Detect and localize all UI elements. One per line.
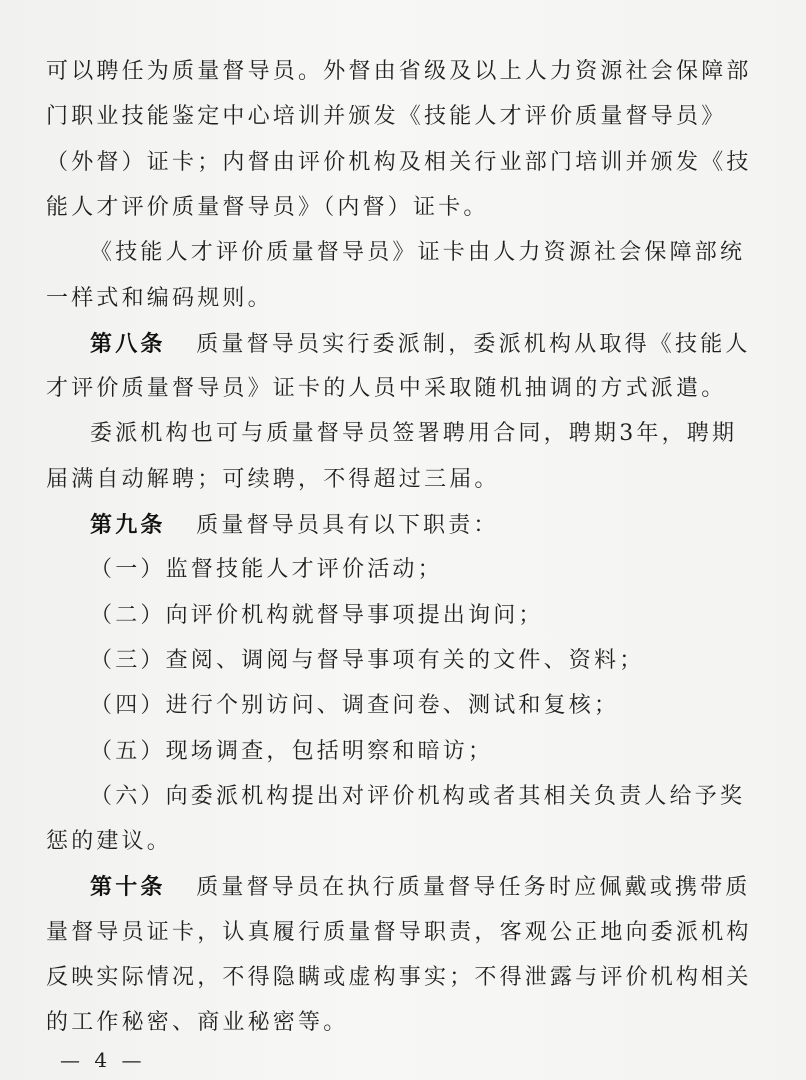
text-line: 惩的建议。 <box>46 829 173 854</box>
text-line: 届满自动解聘；可续聘，不得超过三届。 <box>46 467 500 492</box>
list-item: （四）进行个别访问、调查问卷、测试和复核； <box>90 693 620 718</box>
text-line: 质量督导员具有以下职责： <box>196 513 499 538</box>
article-9-heading: 第九条 <box>90 512 166 538</box>
text-line: 可以聘任为质量督导员。外督由省级及以上人力资源社会保障部 <box>46 59 752 84</box>
text-line: 量督导员证卡，认真履行质量督导职责，客观公正地向委派机构 <box>46 920 752 945</box>
list-item: （六）向委派机构提出对评价机构或者其相关负责人给予奖 <box>90 784 746 809</box>
text-line: 一样式和编码规则。 <box>46 286 273 311</box>
list-item: （二）向评价机构就督导事项提出询问； <box>90 603 544 628</box>
text-line: 反映实际情况，不得隐瞒或虚构事实；不得泄露与评价机构相关 <box>46 965 752 990</box>
text-line: 质量督导员在执行质量督导任务时应佩戴或携带质 <box>196 875 751 900</box>
list-item: （五）现场调查，包括明察和暗访； <box>90 739 494 764</box>
page-number: — 4 — <box>60 1048 146 1072</box>
article-8-line <box>90 329 751 360</box>
text-line: 委派机构也可与质量督导员签署聘用合同，聘期3年，聘期 <box>90 421 738 446</box>
text-line: 《技能人才评价质量督导员》证卡由人力资源社会保障部统 <box>90 240 746 265</box>
article-8-heading: 第八条 <box>90 331 166 357</box>
text-line: 门职业技能鉴定中心培训并颁发《技能人才评价质量督导员》 <box>46 104 727 129</box>
text-line: 能人才评价质量督导员》（内督）证卡。 <box>46 195 489 220</box>
article-10-line <box>90 872 751 903</box>
list-item: （一）监督技能人才评价活动； <box>90 557 443 582</box>
text-line: 质量督导员实行委派制，委派机构从取得《技能人 <box>196 332 751 357</box>
article-9-line <box>90 510 499 541</box>
text-line: 的工作秘密、商业秘密等。 <box>46 1010 349 1035</box>
article-10-heading: 第十条 <box>90 874 166 900</box>
list-item: （三）查阅、调阅与督导事项有关的文件、资料； <box>90 648 645 673</box>
text-line: （外督）证卡；内督由评价机构及相关行业部门培训并颁发《技 <box>46 150 752 175</box>
text-line: 才评价质量督导员》证卡的人员中采取随机抽调的方式派遣。 <box>46 376 727 401</box>
